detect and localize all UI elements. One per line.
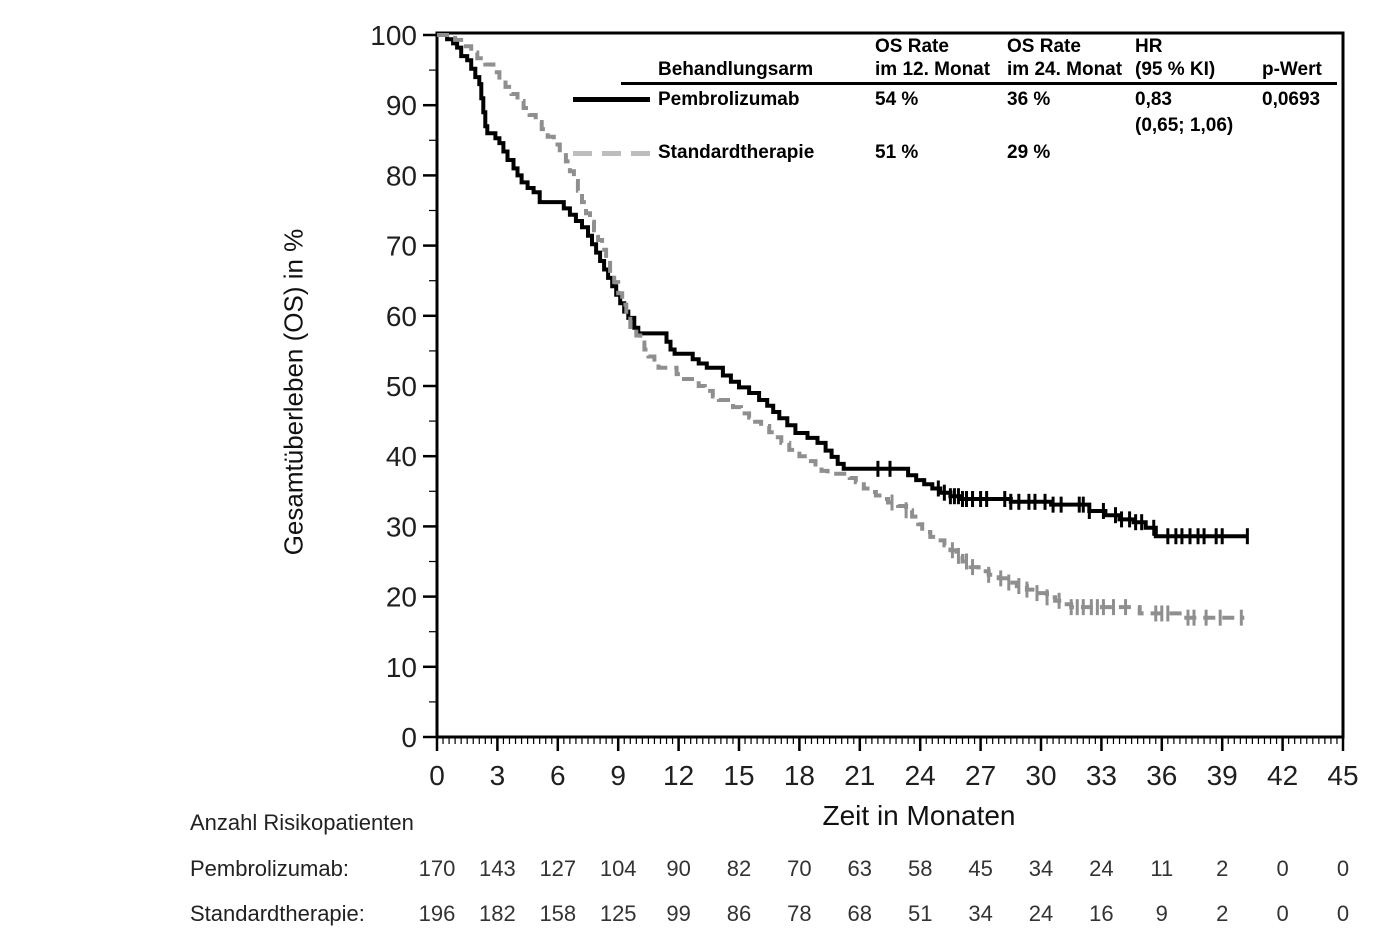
legend-row-standardtherapie-os12: 51 %: [875, 142, 919, 163]
risk-count: 182: [479, 901, 516, 926]
risk-count: 58: [907, 856, 933, 881]
risk-count: 104: [599, 856, 637, 881]
y-tick-label: 30: [385, 511, 417, 543]
x-tick-label: 42: [1267, 760, 1299, 791]
legend-header-hr-line2: (95 % KI): [1135, 59, 1216, 80]
y-tick-label: 100: [370, 20, 417, 51]
x-tick-label: 24: [904, 760, 936, 791]
standardtherapie-line-swatch: [573, 151, 650, 156]
y-tick-label: 20: [385, 581, 417, 613]
x-axis-title: Zeit in Monaten: [822, 800, 1016, 831]
y-tick-label: 10: [385, 651, 417, 683]
risk-count: 0: [1336, 901, 1350, 926]
risk-count: 143: [479, 856, 516, 881]
risk-row-label-pembrolizumab: Pembrolizumab:: [190, 856, 349, 881]
legend-header-pvalue: p-Wert: [1262, 59, 1322, 80]
x-tick-label: 6: [550, 760, 566, 791]
x-tick-label: 3: [489, 760, 506, 791]
y-tick-label: 80: [385, 160, 417, 192]
legend-header-hr-line1: HR: [1135, 36, 1163, 57]
risk-count: 0: [1276, 856, 1289, 881]
x-tick-label: 0: [429, 760, 445, 791]
x-tick-label: 18: [783, 760, 815, 791]
y-tick-label: 50: [385, 371, 417, 402]
y-tick-label: 70: [385, 230, 417, 262]
x-tick-label: 21: [844, 760, 876, 791]
x-tick-label: 12: [663, 760, 695, 791]
risk-count: 34: [1028, 856, 1054, 881]
risk-count: 24: [1028, 901, 1054, 926]
risk-table-title: Anzahl Risikopatienten: [190, 810, 414, 835]
y-axis-title: Gesamtüberleben (OS) in %: [278, 228, 309, 556]
risk-count: 158: [539, 901, 577, 926]
x-tick-label: 15: [723, 760, 755, 791]
x-tick-label: 39: [1206, 760, 1238, 791]
risk-count: 11: [1150, 856, 1174, 881]
risk-count: 2: [1216, 901, 1229, 926]
risk-count: 196: [418, 901, 456, 926]
risk-count: 63: [847, 856, 873, 881]
risk-count: 78: [787, 901, 812, 926]
legend-row-pembrolizumab-os24: 36 %: [1007, 89, 1051, 110]
risk-count: 51: [907, 901, 933, 926]
y-tick-label: 40: [385, 441, 417, 473]
legend-row-pembrolizumab-hr: 0,83: [1135, 89, 1172, 110]
risk-count: 127: [539, 856, 577, 881]
legend-row-pembrolizumab-os12: 54 %: [875, 89, 919, 110]
x-tick-label: 30: [1025, 760, 1057, 791]
x-tick-label: 33: [1085, 760, 1117, 791]
survival-curve-pembrolizumab: [437, 35, 1248, 536]
risk-count: 170: [418, 856, 456, 881]
risk-count: 9: [1155, 901, 1168, 926]
risk-count: 70: [787, 856, 812, 881]
legend-header-arm: Behandlungsarm: [658, 59, 814, 80]
risk-count: 0: [1276, 901, 1289, 926]
y-tick-label: 60: [385, 300, 417, 332]
risk-count: 99: [666, 901, 691, 926]
risk-count: 24: [1089, 856, 1114, 881]
legend-header-os24-line1: OS Rate: [1007, 36, 1081, 57]
x-tick-label: 36: [1146, 760, 1178, 791]
survival-curve-standardtherapie: [437, 35, 1242, 620]
legend-header-os12-line2: im 12. Monat: [875, 59, 991, 80]
risk-count: 125: [599, 901, 637, 926]
legend-row-pembrolizumab-hr-ci: (0,65; 1,06): [1135, 115, 1234, 136]
risk-count: 34: [968, 901, 993, 926]
legend-row-pembrolizumab-arm: Pembrolizumab: [658, 89, 800, 110]
legend-row-standardtherapie-os24: 29 %: [1007, 142, 1051, 163]
x-tick-label: 27: [965, 760, 997, 791]
legend-header-rule: [621, 82, 1337, 85]
pembrolizumab-line-swatch: [573, 97, 650, 102]
risk-count: 86: [726, 901, 752, 926]
risk-count: 82: [726, 856, 752, 881]
x-tick-label: 9: [610, 760, 626, 791]
y-tick-label: 0: [401, 722, 417, 753]
plot-frame: [437, 33, 1343, 737]
risk-count: 0: [1336, 856, 1350, 881]
risk-count: 45: [968, 856, 993, 881]
risk-row-label-standardtherapie: Standardtherapie:: [190, 901, 365, 926]
y-tick-label: 90: [385, 90, 417, 122]
risk-count: 16: [1089, 901, 1114, 926]
legend-header-os12-line1: OS Rate: [875, 36, 949, 57]
legend-header-os24-line2: im 24. Monat: [1007, 59, 1123, 80]
legend-row-standardtherapie-arm: Standardtherapie: [658, 142, 815, 163]
risk-count: 68: [847, 901, 873, 926]
legend-row-pembrolizumab-pvalue: 0,0693: [1262, 89, 1321, 110]
x-tick-label: 45: [1327, 760, 1359, 791]
risk-count: 2: [1216, 856, 1229, 881]
risk-count: 90: [666, 856, 691, 881]
